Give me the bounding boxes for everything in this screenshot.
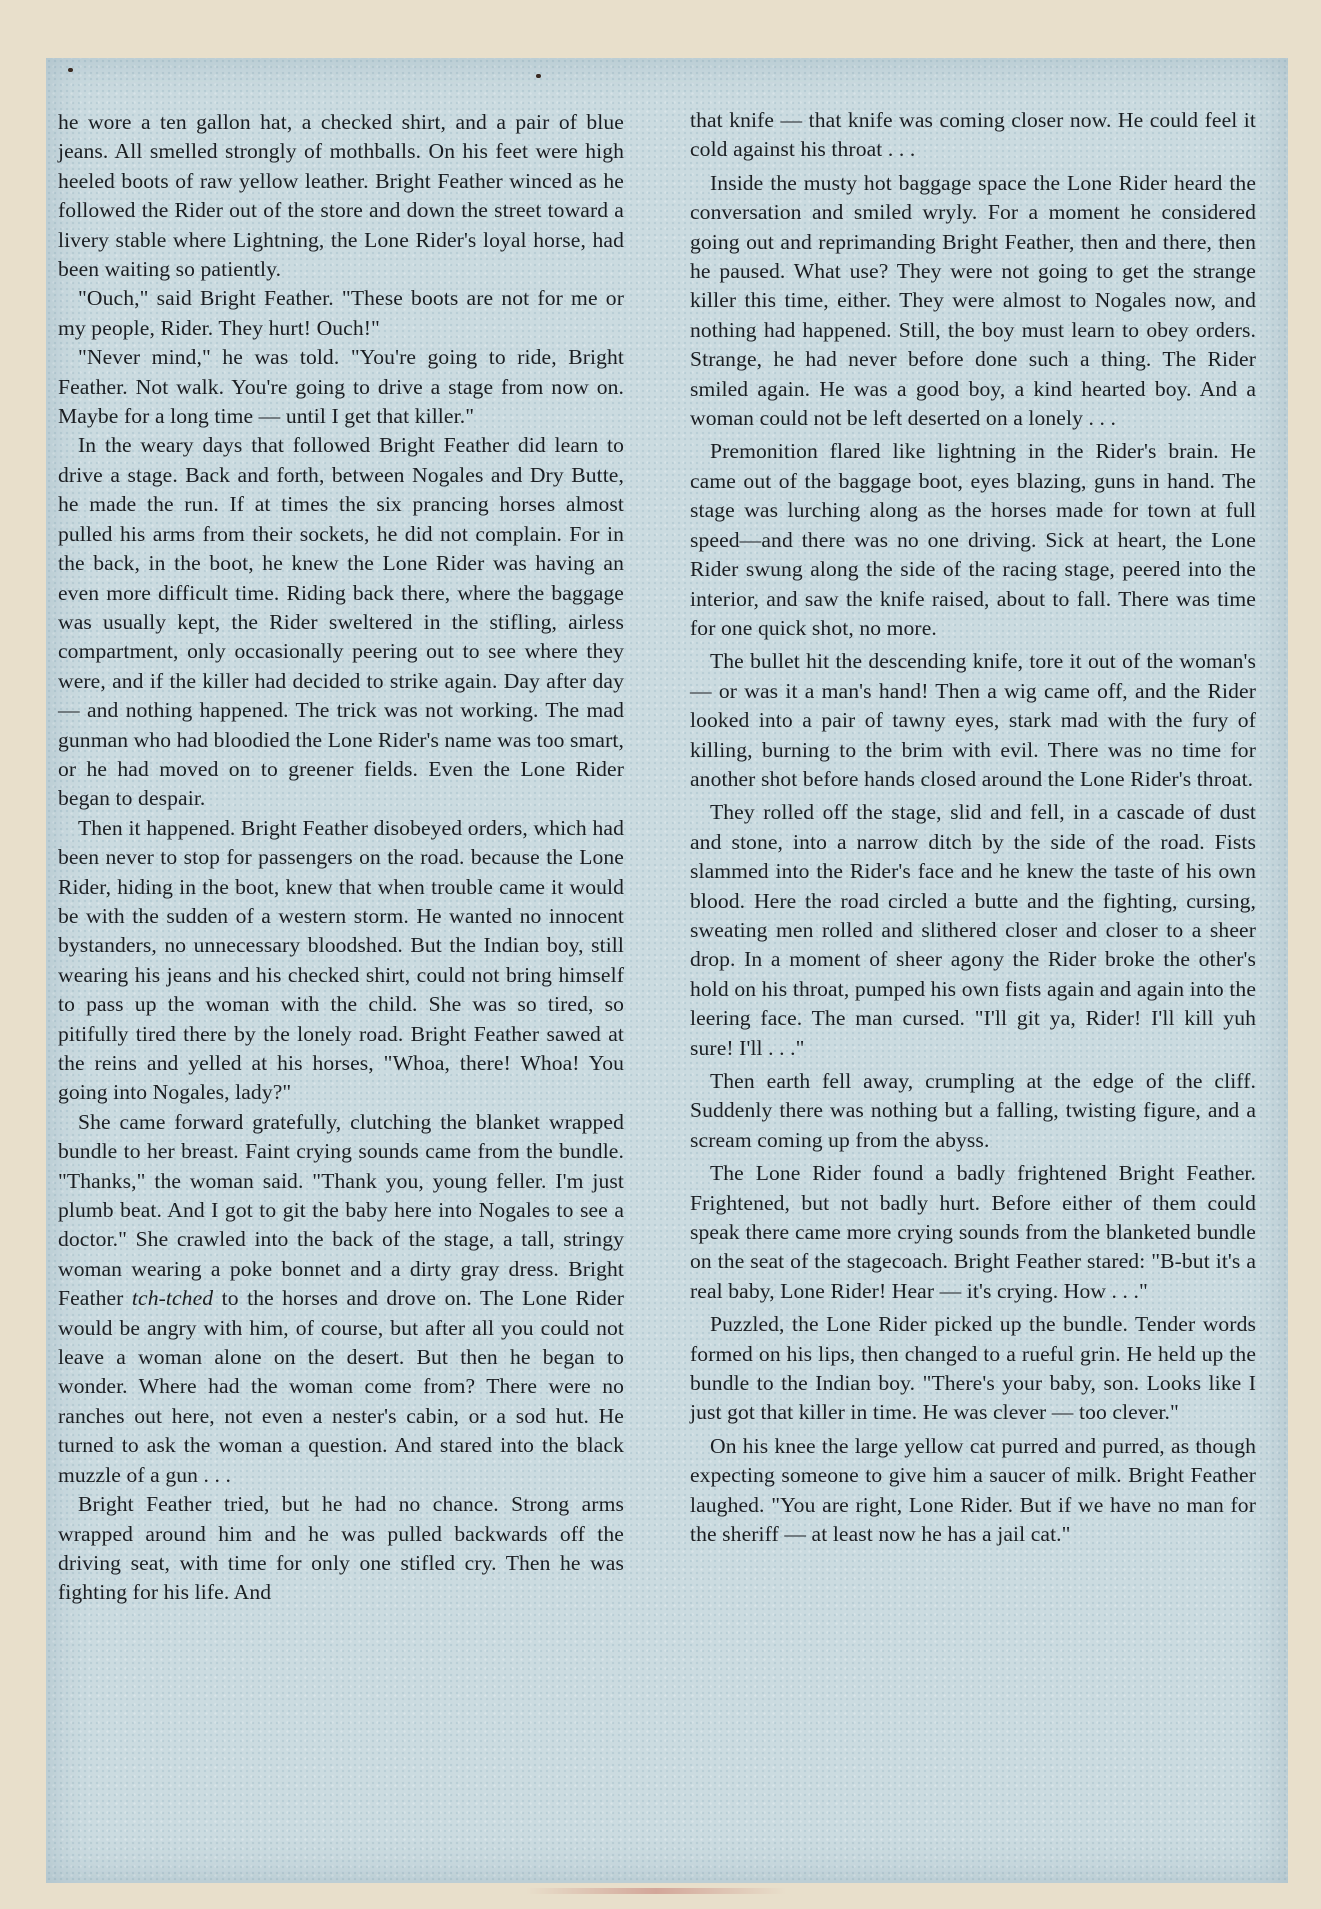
paragraph: The Lone Rider found a badly frightened Bright Feather. Frightened, but not badly hurt. Before either of them could speak there came more crying sounds from the blanketed bundle on the seat of the stagecoach. Bright Feather stared: "B-but it's a real baby, Lone Rider! Hear — it's crying. How . . ." [690,1161,1256,1303]
paragraph-text: She came forward gratefully, clutching the blanket wrapped bundle to her breast. Faint crying sounds came from the bundle. "Thanks," the woman said. "Thank you, young feller. I'm just plumb beat. And I got to git the baby here into Nogales to see a doctor." She crawled into the back of the stage, a tall, stringy woman wearing a poke bonnet and a dirty gray dress. Bright Feather [58,1109,624,1311]
paragraph: Puzzled, the Lone Rider picked up the bundle. Tender words formed on his lips, then changed to a rueful grin. He held up the bundle to the Indian boy. "There's your baby, son. Looks like I just got that killer in time. He was clever — too clever." [690,1312,1256,1425]
paragraph: that knife — that knife was coming closer now. He could feel it cold against his throat . . . [690,108,1256,162]
left-column [58,108,624,1608]
print-speck [536,74,541,78]
paragraph: he wore a ten gallon hat, a checked shirt, and a pair of blue jeans. All smelled strongly of mothballs. On his feet were high heeled boots of raw yellow leather. Bright Feather winced as he followed the Rider out of the store and down the street toward a livery stable where Lightning, the Lone Rider's loyal horse, had been waiting so patiently. [58,110,624,282]
paragraph: Premonition flared like lightning in the Rider's brain. He came out of the baggage boot, eyes blazing, guns in hand. The stage was lurching along as the horses made for town at full speed—and there was no one driving. Sick at heart, the Lone Rider swung along the side of the racing stage, peered into the interior, and saw the knife raised, about to fall. There was time for one quick shot, no more. [690,439,1256,640]
print-speck [68,68,73,72]
paragraph: On his knee the large yellow cat purred and purred, as though expecting someone to give him a saucer of milk. Bright Feather laughed. "You are right, Lone Rider. But if we have no man for the sheriff — at least now he has a jail cat." [690,1433,1256,1547]
paragraph: "Ouch," said Bright Feather. "These boots are not for me or my people, Rider. They hurt! Ouch!" [58,286,624,340]
text-panel [46,58,1288,1883]
paragraph-italic: tch-tched [131,1286,214,1311]
paragraph: In the weary days that followed Bright Feather did learn to drive a stage. Back and forth, between Nogales and Dry Butte, he made the run. If at times the six prancing horses almost pulled his arms from their sockets, he did not complain. For in the back, in the boot, he knew the Lone Rider was having an even more difficult time. Riding back there, where the baggage was usually kept, the Rider sweltered in the stifling, airless compartment, only occasionally peering out to see where they were, and if the killer had decided to strike again. Day after day — and nothing happened. The trick was not working. The mad gunman who had bloodied the Lone Rider's name was too smart, or he had moved on to greener fields. Even the Lone Rider began to despair. [58,433,624,811]
print-stain [526,1888,786,1894]
right-column [690,106,1256,1550]
paragraph [58,1108,624,1490]
paragraph: Bright Feather tried, but he had no chance. Strong arms wrapped around him and he was pulled backwards off the driving seat, with time for only one stifled cry. Then he was fighting for his life. And [58,1492,624,1605]
paragraph: Inside the musty hot baggage space the Lone Rider heard the conversation and smiled wryly. For a moment he considered going out and reprimanding Bright Feather, then and there, then he paused. What use? They were not going to get the strange killer this time, either. They were almost to Nogales now, and nothing had happened. Still, the boy must learn to obey orders. Strange, he had never before done such a thing. The Rider smiled again. He was a good boy, a kind hearted boy. And a woman could not be left deserted on a lonely . . . [690,170,1256,431]
paragraph-text: to the horses and drove on. The Lone Rider would be angry with him, of course, but after all you could not leave a woman alone on the desert. But then he began to wonder. Where had the woman come from? There were no ranches out here, not even a nester's cabin, or a sod hut. He turned to ask the woman a question. And stared into the black muzzle of a gun . . . [58,1286,624,1487]
paragraph: They rolled off the stage, slid and fell, in a cascade of dust and stone, into a narrow ditch by the side of the road. Fists slammed into the Rider's face and he knew the taste of his own blood. Here the road circled a butte and the fighting, cursing, sweating men rolled and slithered closer and closer to a sheer drop. In a moment of sheer agony the Rider broke the other's hold on his throat, pumped his own fists again and again into the leering face. The man cursed. "I'll git ya, Rider! I'll kill yuh sure! I'll . . ." [690,800,1256,1060]
paragraph: "Never mind," he was told. "You're going to ride, Bright Feather. Not walk. You're going to drive a stage from now on. Maybe for a long time — until I get that killer." [58,345,624,429]
paragraph: Then earth fell away, crumpling at the edge of the cliff. Suddenly there was nothing but a falling, twisting figure, and a scream coming up from the abyss. [690,1069,1256,1152]
paragraph: The bullet hit the descending knife, tore it out of the woman's — or was it a man's hand! Then a wig came off, and the Rider looked into a pair of tawny eyes, stark mad with the fury of killing, burning to the brim with evil. There was no time for another shot before hands closed around the Lone Rider's throat. [690,649,1256,791]
paragraph: Then it happened. Bright Feather disobeyed orders, which had been never to stop for passengers on the road. because the Lone Rider, hiding in the boot, knew that when trouble came it would be with the sudden of a western storm. He wanted no innocent bystanders, no unnecessary bloodshed. But the Indian boy, still wearing his jeans and his checked shirt, could not bring himself to pass up the woman with the child. She was so tired, so pitifully tired there by the lonely road. Bright Feather sawed at the reins and yelled at his horses, "Whoa, there! Whoa! You going into Nogales, lady?" [58,815,624,1105]
